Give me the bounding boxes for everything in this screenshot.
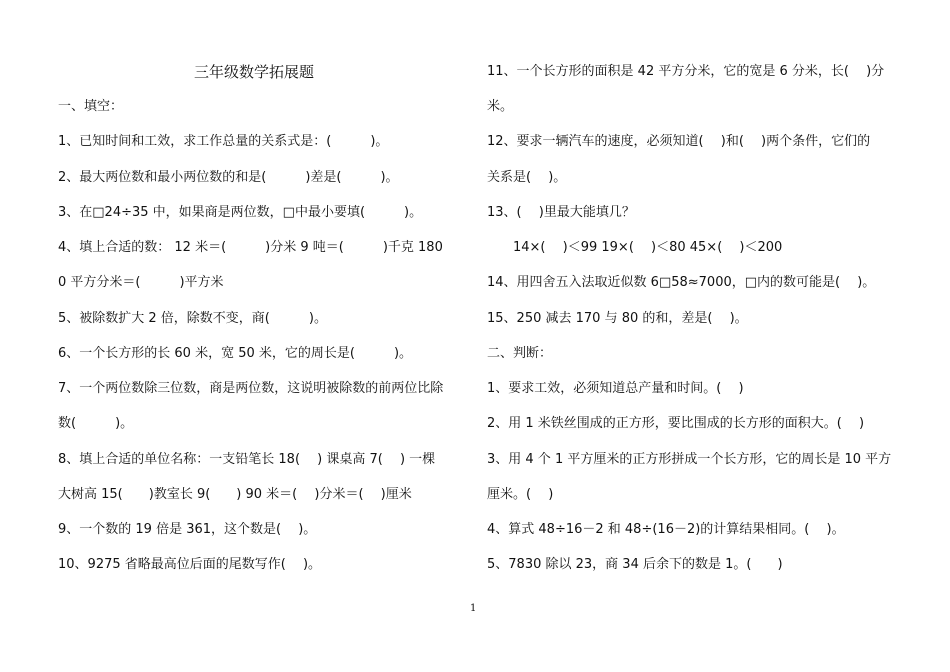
- question-14: 14、用四舍五入法取近似数 6□58≈7000，□内的数可能是( )。: [487, 275, 876, 290]
- question-2: 2、最大两位数和最小两位数的和是( )差是( )。: [58, 170, 399, 185]
- question-8-line-1: 8、填上合适的单位名称：一支铅笔长 18( ) 课桌高 7( ) 一棵: [58, 452, 436, 467]
- question-13: 13、( )里最大能填几？: [487, 205, 635, 220]
- page-number: 1: [470, 603, 477, 614]
- question-11-line-1: 11、一个长方形的面积是 42 平方分米，它的宽是 6 分米，长( )分: [487, 64, 885, 79]
- question-13-items: 14×( )＜99 19×( )＜80 45×( )＜200: [513, 240, 783, 255]
- judge-1: 1、要求工效，必须知道总产量和时间。( ): [487, 381, 744, 396]
- question-10: 10、9275 省略最高位后面的尾数写作( )。: [58, 557, 322, 572]
- question-5: 5、被除数扩大 2 倍，除数不变，商( )。: [58, 311, 327, 326]
- question-15: 15、250 减去 170 与 80 的和，差是( )。: [487, 311, 748, 326]
- question-11-line-2: 米。: [487, 99, 514, 114]
- section-fill-blank-header: 一、填空：: [58, 99, 124, 114]
- question-12-line-2: 关系是( )。: [487, 170, 567, 185]
- section-judge-header: 二、判断：: [487, 346, 553, 361]
- question-7-line-2: 数( )。: [58, 416, 134, 431]
- question-6: 6、一个长方形的长 60 米，宽 50 米，它的周长是( )。: [58, 346, 413, 361]
- question-8-line-2: 大树高 15( )教室长 9( ) 90 米＝( )分米＝( )厘米: [58, 487, 412, 502]
- page-title: 三年级数学拓展题: [194, 63, 315, 81]
- question-1: 1、已知时间和工效，求工作总量的关系式是：( )。: [58, 134, 389, 149]
- question-12-line-1: 12、要求一辆汽车的速度，必须知道( )和( )两个条件，它们的: [487, 134, 871, 149]
- judge-5: 5、7830 除以 23，商 34 后余下的数是 1。( ): [487, 557, 783, 572]
- judge-4: 4、算式 48÷16－2 和 48÷(16－2)的计算结果相同。( )。: [487, 522, 845, 537]
- question-4-line-1: 4、填上合适的数： 12 米＝( )分米 9 吨＝( )千克 180: [58, 240, 443, 255]
- judge-3-line-2: 厘米。( ): [487, 487, 554, 502]
- question-7-line-1: 7、一个两位数除三位数，商是两位数，这说明被除数的前两位比除: [58, 381, 444, 396]
- judge-3-line-1: 3、用 4 个 1 平方厘米的正方形拼成一个长方形，它的周长是 10 平方: [487, 452, 892, 467]
- judge-2: 2、用 1 米铁丝围成的正方形，要比围成的长方形的面积大。( ): [487, 416, 865, 431]
- question-9: 9、一个数的 19 倍是 361，这个数是( )。: [58, 522, 317, 537]
- question-4-line-2: 0 平方分米＝( )平方米: [58, 275, 224, 290]
- question-3: 3、在□24÷35 中，如果商是两位数，□中最小要填( )。: [58, 205, 423, 220]
